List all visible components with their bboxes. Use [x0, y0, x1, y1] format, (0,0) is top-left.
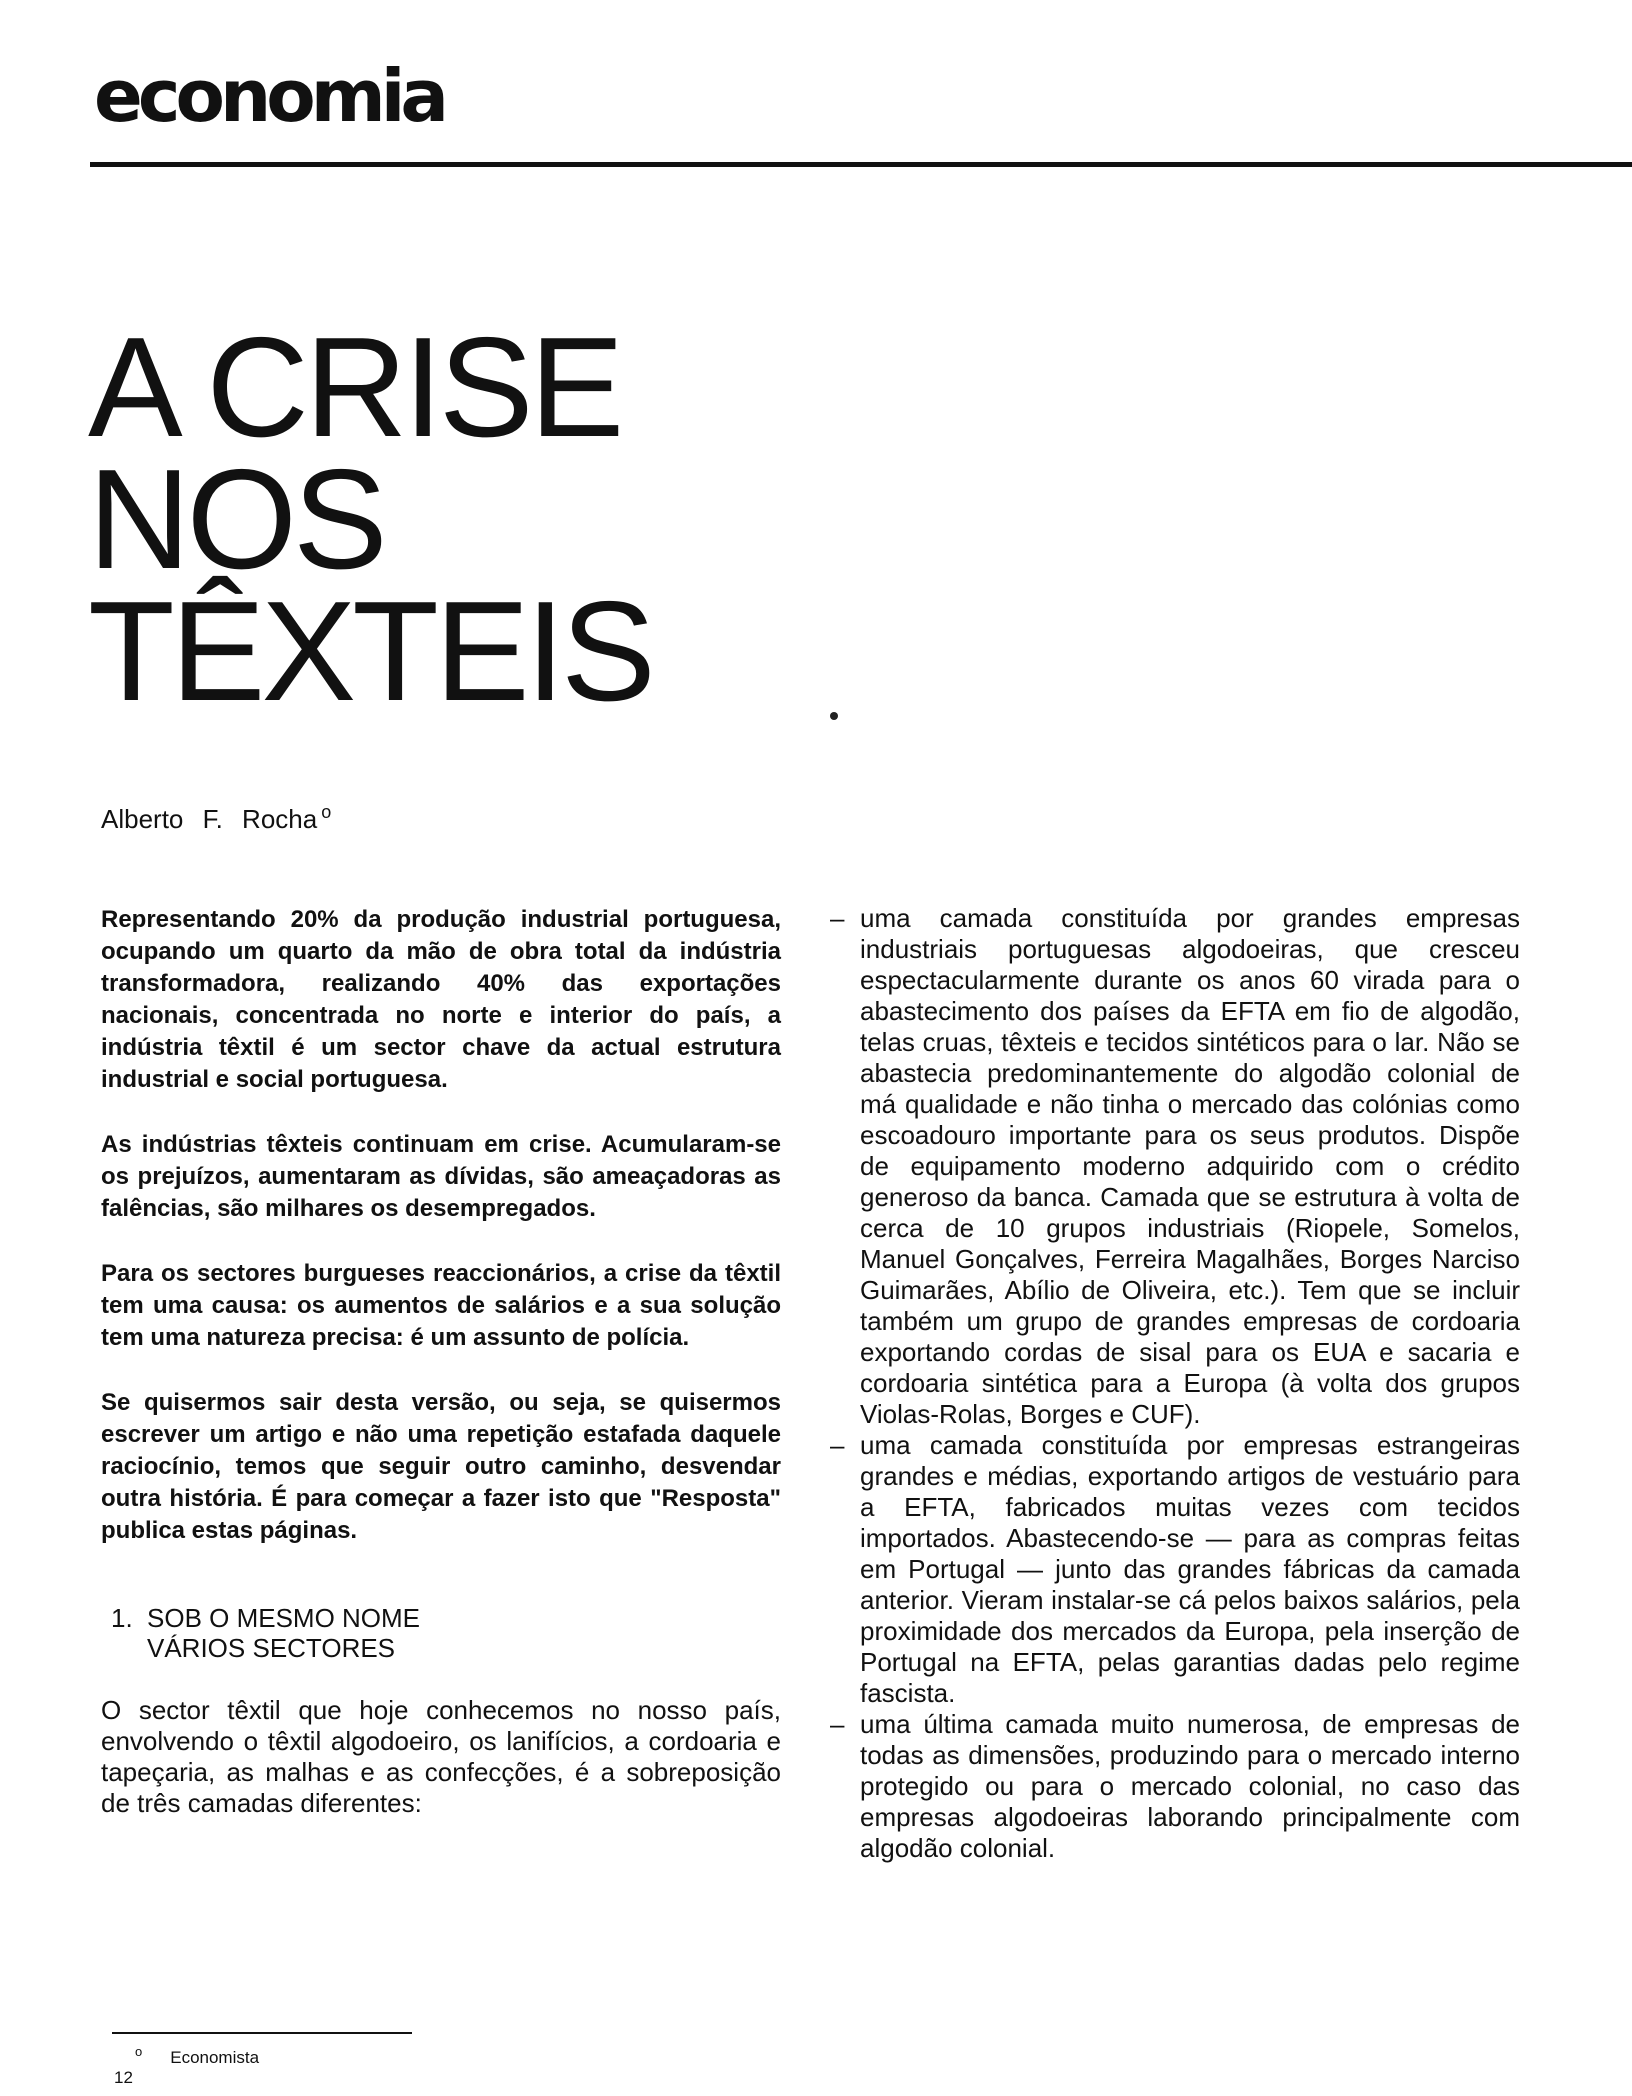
headline-line: NOS: [88, 440, 384, 599]
page-number: 12: [114, 2068, 133, 2087]
dash-item-text: uma camada constituída por grandes empresas industriais portuguesas algodoeiras, que cresceu espectacularmente durante os anos 60 virada para o abastecimento dos países da EFTA em fio de algodão, telas cruas, têxteis e tecidos sintéticos para o lar. Não se abastecia predominantemente do algodão colonial de má qualidade e não tinha o mercado das colónias como escoadouro importante para os seus produtos. Dispõe de equipamento moderno adquirido com o crédito generoso da banca. Camada que se estrutura à volta de cerca de 10 grupos industriais (Riopele, Somelos, Manuel Gonçalves, Ferreira Magalhães, Borges Narciso Guimarães, Abílio de Oliveira, etc.). Tem que se incluir também um grupo de grandes empresas de cordoaria exportando cordas de sisal para os EUA e sacaria e cordoaria sintética para a Europa (à volta dos grupos Violas-Rolas, Borges e CUF).: [860, 903, 1520, 1429]
headline-line: A CRISE: [88, 308, 621, 467]
article-headline: [88, 308, 652, 731]
lead-section: [101, 904, 781, 1547]
section-title-line: VÁRIOS SECTORES: [147, 1633, 396, 1663]
headline-line: TÊXTEIS: [88, 572, 652, 731]
footnote: [135, 2044, 259, 2068]
byline: [101, 802, 331, 835]
left-column: [101, 904, 781, 1819]
dash-item-text: uma camada constituída por empresas estrangeiras grandes e médias, exportando artigos de vestuário para a EFTA, fabricados muitas vezes com tecidos importados. Abastecendo-se — para as compras feitas em Portugal — junto das grandes fábricas da camada anterior. Vieram instalar-se cá pelos baixos salários, pela proximidade dos mercados da Europa, pela inserção de Portugal na EFTA, pelas garantias dadas pelo regime fascista.: [860, 1430, 1520, 1708]
dash-list-item: [830, 1709, 1520, 1864]
body-paragraph: O sector têxtil que hoje conhecemos no nosso país, envolvendo o têxtil algodoeiro, os lanifícios, a cordoaria e tapeçaria, as malhas e as confecções, é a sobreposição de três camadas diferentes:: [101, 1695, 781, 1818]
lead-paragraph: Para os sectores burgueses reaccionários, a crise da têxtil tem uma causa: os aumentos de salários e a sua solução tem uma natureza precisa: é um assunto de polícia.: [101, 1260, 781, 1351]
section-title-line: SOB O MESMO NOME: [147, 1603, 421, 1633]
print-speck: [830, 712, 838, 720]
lead-paragraph: As indústrias têxteis continuam em crise. Acumularam-se os prejuízos, aumentaram as dívidas, são ameaçadoras as falências, são milhares os desempregados.: [101, 1131, 781, 1222]
lead-paragraph: Representando 20% da produção industrial portuguesa, ocupando um quarto da mão de obra total da indústria transformadora, realizando 40% das exportações nacionais, concentrada no norte e interior do país, a indústria têxtil é um sector chave da actual estrutura industrial e social portuguesa.: [101, 906, 781, 1093]
lead-paragraph: Se quisermos sair desta versão, ou seja, se quisermos escrever um artigo e não uma repetição estafada daquele raciocínio, temos que seguir outro caminho, desvendar outra história. É para começar a fazer isto que "Resposta" publica estas páginas.: [101, 1389, 781, 1544]
section-divider: [90, 162, 1632, 167]
dash-list-item: [830, 1430, 1520, 1709]
footnote-text: Economista: [170, 2048, 260, 2067]
section-number: 1.: [111, 1603, 133, 1633]
section-label: economia: [94, 54, 444, 138]
footnote-marker: o: [321, 802, 332, 822]
dash-bullet: –: [830, 903, 845, 933]
dash-item-text: uma última camada muito numerosa, de empresas de todas as dimensões, produzindo para o mercado interno protegido ou para o mercado colonial, no caso das empresas algodoeiras laborando principalmente com algodão colonial.: [860, 1709, 1520, 1863]
dash-bullet: –: [830, 1430, 845, 1460]
section-heading: [111, 1603, 781, 1663]
author-name: Alberto F. Rocha: [101, 804, 318, 834]
right-column: [830, 903, 1520, 1864]
footnote-divider: [112, 2032, 412, 2034]
footnote-mark: o: [135, 2044, 143, 2059]
dash-list-item: [830, 903, 1520, 1430]
dash-bullet: –: [830, 1709, 845, 1739]
